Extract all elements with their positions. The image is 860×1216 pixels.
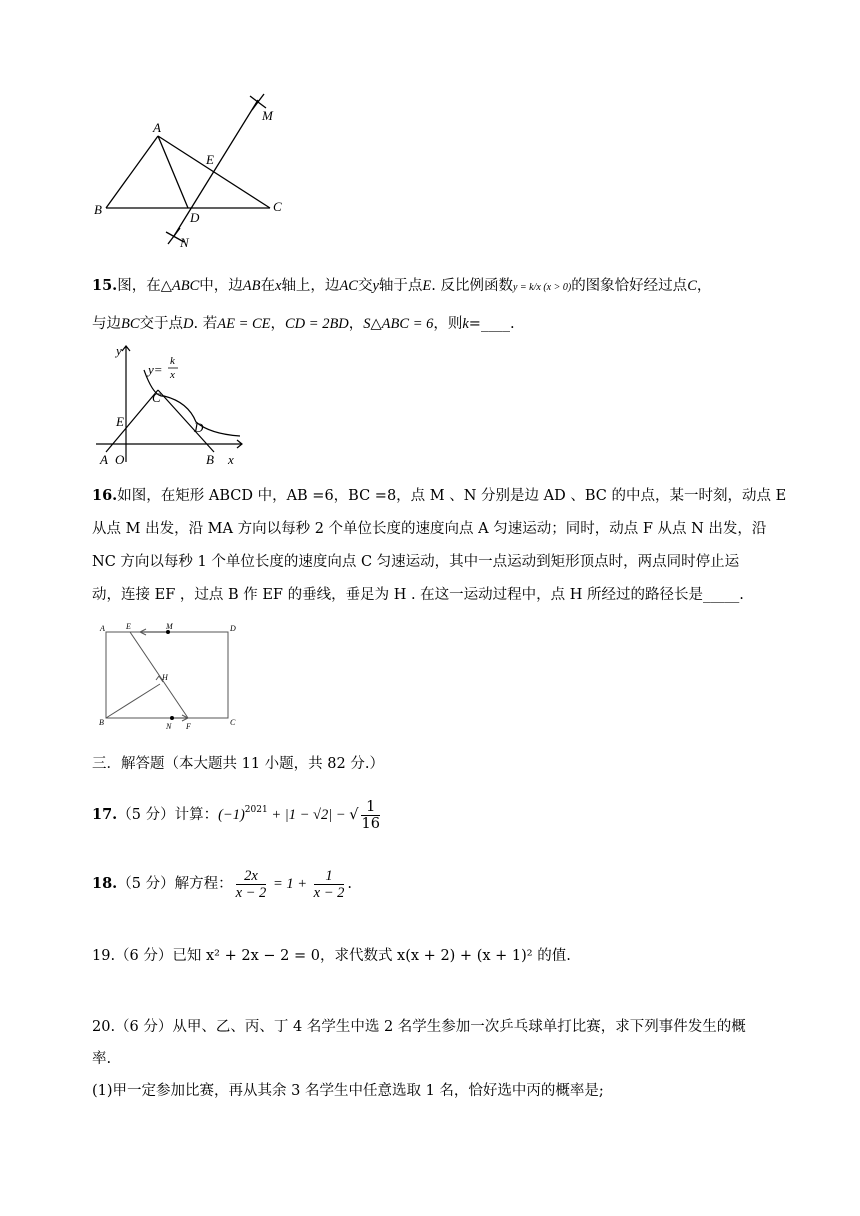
math: x — [275, 278, 282, 294]
label-A: A — [100, 624, 105, 633]
curve-label: y= — [148, 362, 163, 377]
text: 轴上，边 — [281, 278, 340, 294]
text: =____. — [468, 316, 515, 332]
math: △ABC — [160, 278, 200, 294]
q15-line1 — [92, 276, 711, 298]
math: (−1) — [218, 807, 245, 823]
label-M: M — [166, 622, 173, 631]
math: AE = CE — [217, 316, 271, 332]
math: BC — [121, 316, 140, 332]
math: = 1 + — [269, 876, 311, 892]
math: S△ABC = 6 — [363, 316, 434, 332]
label-M: M — [262, 108, 273, 123]
q19: 19.（6 分）已知 x² + 2x − 2 = 0，求代数式 x(x + 2) + (x + 1)² 的值. — [92, 948, 571, 964]
text: ， — [696, 278, 712, 294]
numerator: 2x — [236, 868, 267, 885]
text: 交于点 — [139, 316, 184, 332]
text: 交 — [357, 278, 373, 294]
q20-line1: 20.（6 分）从甲、乙、丙、丁 4 名学生中选 2 名学生参加一次乒乓球单打比赛，求下列事件发生的概 — [92, 1019, 746, 1035]
label-D: D — [230, 624, 236, 633]
curve-k: k — [170, 355, 175, 367]
text: . — [347, 876, 352, 892]
section-heading: 三．解答题（本大题共 11 小题，共 82 分.） — [92, 756, 384, 772]
denominator: x − 2 — [313, 884, 345, 901]
label-E: E — [126, 622, 131, 631]
text: 与边 — [92, 316, 121, 332]
sqrt: √ $\frac{1}{16}$ — [349, 798, 380, 832]
q15-line2 — [92, 314, 515, 334]
question-number: 18. — [92, 875, 118, 892]
text: 轴于点 — [378, 278, 423, 294]
text: （5 分）解方程： — [117, 876, 233, 892]
math: AC — [339, 278, 358, 294]
label-C: C — [230, 718, 236, 727]
label-A: A — [153, 120, 161, 135]
label-C: C — [273, 199, 282, 214]
label-O: O — [115, 452, 125, 467]
text: 动，连接 EF ，过点 B 作 EF 的垂线，垂足为 H . 在这一运动过程中，点 H 所经过的路径长是_____. — [92, 587, 744, 603]
q20-line2: 率. — [92, 1051, 112, 1067]
q16-line4 — [92, 585, 744, 605]
q18 — [92, 866, 352, 902]
label-B: B — [206, 452, 214, 467]
math: CD = 2BD — [285, 316, 349, 332]
label-E: E — [116, 414, 124, 429]
coordinate-figure — [92, 340, 252, 470]
text: ，则 — [433, 316, 463, 332]
rectangle-figure — [96, 622, 246, 734]
math: y — [372, 278, 379, 294]
math: E — [422, 278, 432, 294]
text: 图，在 — [117, 278, 161, 294]
q17 — [92, 792, 383, 833]
label-D: D — [194, 420, 204, 435]
text: 中，边 — [199, 278, 243, 294]
label-A: A — [100, 452, 108, 467]
triangle-figure — [90, 90, 290, 250]
text: （5 分）计算： — [117, 807, 219, 823]
curve-x: x — [170, 369, 175, 381]
math: + |1 − √2| − — [267, 807, 350, 823]
q20-line3: (1)甲一定参加比赛，再从其余 3 名学生中任意选取 1 名，恰好选中丙的概率是; — [92, 1083, 604, 1099]
label-E: E — [206, 152, 214, 167]
label-H: H — [162, 673, 168, 682]
function-formula: y = k/x (x > 0) — [512, 282, 572, 293]
question-number: 16. — [92, 487, 118, 504]
axis-x-label: x — [228, 452, 234, 467]
text: . 若 — [193, 316, 218, 332]
question-number: 17. — [92, 806, 118, 823]
numerator: 1 — [314, 868, 345, 885]
label-D: D — [190, 210, 200, 225]
exponent: 2021 — [244, 805, 268, 815]
label-F: F — [186, 722, 191, 731]
math: k — [462, 316, 469, 332]
denominator: x − 2 — [235, 884, 267, 901]
text: . 反比例函数 — [431, 278, 513, 294]
text: ， — [348, 316, 364, 332]
denominator: 16 — [361, 815, 380, 832]
axis-y-label: y — [116, 343, 122, 358]
label-N: N — [180, 235, 189, 250]
text: 从点 M 出发，沿 MA 方向以每秒 2 个单位长度的速度向点 A 匀速运动；同时，动点 F 从点 N 出发，沿 — [92, 521, 767, 537]
text: 在 — [260, 278, 275, 294]
label-C: C — [152, 390, 161, 405]
math: D — [183, 316, 194, 332]
math: C — [687, 278, 697, 294]
q16-line2 — [92, 519, 766, 539]
text: 如图，在矩形 ABCD 中，AB =6，BC =8，点 M 、N 分别是边 AD 、BC 的中点，某一时刻，动点 E — [117, 488, 787, 504]
label-B: B — [94, 202, 102, 217]
q16-line3 — [92, 552, 739, 572]
numerator: 1 — [361, 799, 379, 816]
math: AB — [242, 278, 261, 294]
text: ， — [270, 316, 286, 332]
label-B: B — [99, 718, 104, 727]
q16-line1 — [92, 486, 786, 506]
question-number: 15. — [92, 277, 118, 294]
text: 的图象恰好经过点 — [571, 278, 688, 294]
label-N: N — [166, 722, 172, 731]
text: NC 方向以每秒 1 个单位长度的速度向点 C 匀速运动，其中一点运动到矩形顶点时，两点同时停止运 — [92, 554, 740, 570]
